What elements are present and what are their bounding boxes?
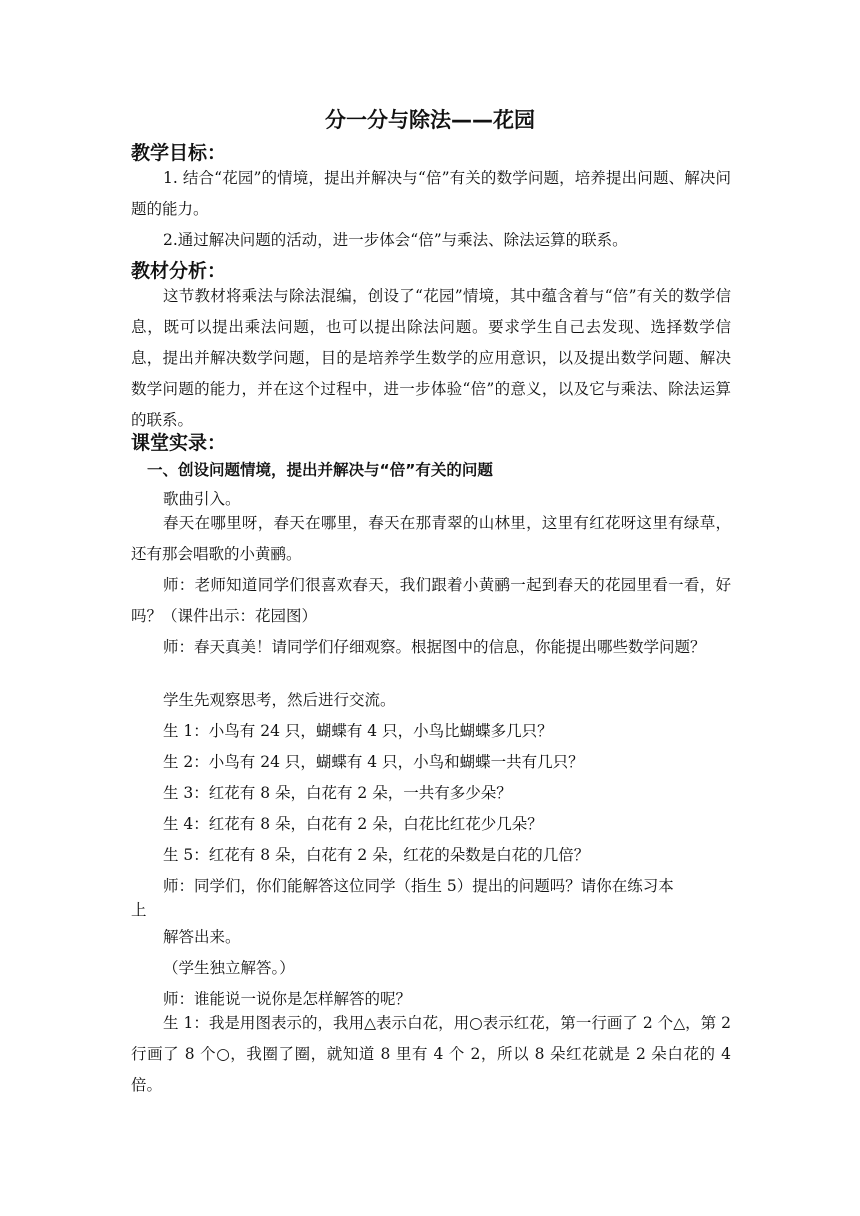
page-title: 分一分与除法——花园 — [325, 108, 535, 132]
record-line-7: 生 2：小鸟有 24 只，蝴蝶有 4 只，小鸟和蝴蝶一共有几只？ — [163, 753, 584, 771]
record-paragraph-15: 生 1：我是用图表示的，我用△表示白花，用○表示红花，第一行画了 2 个△，第 2 行画了 8 个○，我圈了圈，就知道 8 里有 4 个 2，所以 8 朵红花就是 2 朵白花的 4 倍。 — [131, 1014, 731, 1094]
record-line-10: 生 5：红花有 8 朵，白花有 2 朵，红花的朵数是白花的几倍？ — [163, 846, 590, 864]
record-line-1: 歌曲引入。 — [163, 490, 241, 508]
record-line-11a: 师：同学们，你们能解答这位同学（指生 5）提出的问题吗？请你在练习本 — [163, 877, 674, 895]
record-line-11b: 上 — [131, 901, 147, 919]
record-line-5: 学生先观察思考，然后进行交流。 — [163, 691, 396, 709]
record-line-12: 解答出来。 — [163, 928, 241, 946]
analysis-paragraph: 这节教材将乘法与除法混编，创设了“花园”情境，其中蕴含着与“倍”有关的数学信息，既可以提出乘法问题，也可以提出除法问题。要求学生自己去发现、选择数学信息，提出并解决数学问题，目的是培养学生数学的应用意识，以及提出数学问题、解决数学问题的能力，并在这个过程中，进一步体验“倍”的意义，以及它与乘法、除法运算的联系。 — [131, 287, 731, 429]
record-line-8: 生 3：红花有 8 朵，白花有 2 朵，一共有多少朵？ — [163, 784, 512, 802]
analysis-heading: 教材分析： — [131, 260, 227, 282]
record-line-13: （学生独立解答。） — [163, 959, 295, 977]
goal-item-1: 1. 结合“花园”的情境，提出并解决与“倍”有关的数学问题，培养提出问题、解决问题的能力。 — [131, 169, 731, 218]
record-line-6: 生 1：小鸟有 24 只，蝴蝶有 4 只，小鸟比蝴蝶多几只？ — [163, 722, 553, 740]
goals-heading: 教学目标： — [131, 142, 227, 164]
record-line-9: 生 4：红花有 8 朵，白花有 2 朵，白花比红花少几朵？ — [163, 815, 543, 833]
record-paragraph-3: 师：老师知道同学们很喜欢春天，我们跟着小黄鹂一起到春天的花园里看一看，好吗？（课件出示：花园图） — [131, 576, 731, 625]
record-heading: 课堂实录： — [131, 432, 227, 454]
record-line-14: 师：谁能说一说你是怎样解答的呢？ — [163, 990, 412, 1008]
record-subheading: 一、创设问题情境，提出并解决与“倍”有关的问题 — [147, 461, 493, 479]
record-paragraph-4: 师：春天真美！请同学们仔细观察。根据图中的信息，你能提出哪些数学问题？ — [163, 638, 706, 656]
record-paragraph-2: 春天在哪里呀，春天在哪里，春天在那青翠的山林里，这里有红花呀这里有绿草，还有那会唱歌的小黄鹂。 — [131, 514, 731, 563]
goal-item-2: 2.通过解决问题的活动，进一步体会“倍”与乘法、除法运算的联系。 — [163, 231, 628, 249]
